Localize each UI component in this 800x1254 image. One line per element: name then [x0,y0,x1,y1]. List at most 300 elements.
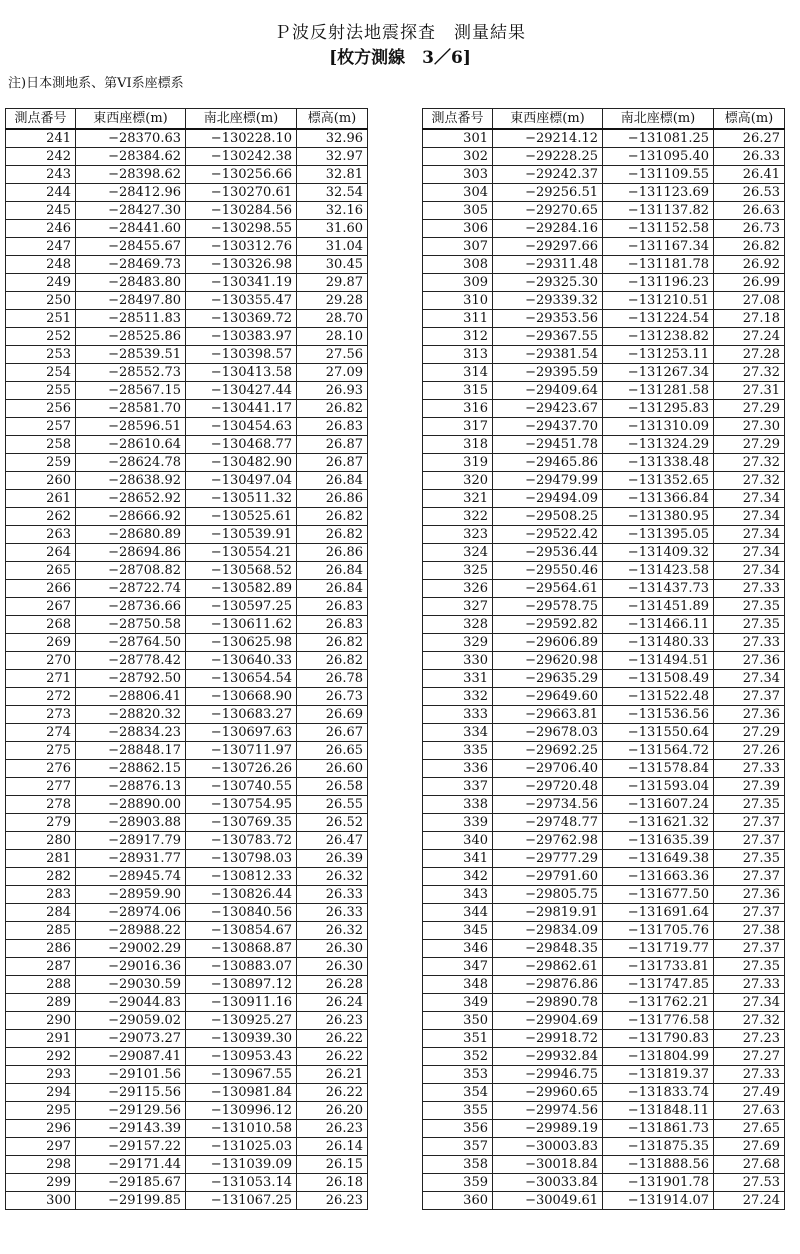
north-south-cell: −130454.63 [186,418,297,436]
north-south-cell: −131875.35 [603,1138,714,1156]
elevation-cell: 27.23 [714,1030,785,1048]
point-number-cell: 305 [423,202,493,220]
east-west-cell: −28778.42 [76,652,186,670]
point-number-cell: 280 [6,832,76,850]
elevation-cell: 27.32 [714,364,785,382]
table-row [423,418,785,436]
table-row [6,562,368,580]
elevation-cell: 32.54 [297,184,368,202]
point-number-cell: 299 [6,1174,76,1192]
elevation-cell: 27.29 [714,724,785,742]
elevation-cell: 27.33 [714,760,785,778]
elevation-cell: 27.37 [714,688,785,706]
table-row [6,634,368,652]
table-row [6,760,368,778]
table-row [423,706,785,724]
elevation-cell: 26.20 [297,1102,368,1120]
north-south-cell: −131848.11 [603,1102,714,1120]
north-south-cell: −130554.21 [186,544,297,562]
north-south-cell: −130326.98 [186,256,297,274]
point-number-cell: 271 [6,670,76,688]
table-row [6,436,368,454]
point-number-cell: 255 [6,382,76,400]
elevation-cell: 32.81 [297,166,368,184]
east-west-cell: −28596.51 [76,418,186,436]
table-row [423,814,785,832]
point-number-cell: 283 [6,886,76,904]
point-number-cell: 319 [423,454,493,472]
north-south-cell: −131281.58 [603,382,714,400]
point-number-cell: 315 [423,382,493,400]
point-number-cell: 275 [6,742,76,760]
east-west-cell: −29157.22 [76,1138,186,1156]
point-number-cell: 322 [423,508,493,526]
north-south-cell: −131338.48 [603,454,714,472]
table-row [423,1138,785,1156]
elevation-cell: 27.37 [714,940,785,958]
table-row [6,220,368,238]
table-row [423,940,785,958]
point-number-cell: 251 [6,310,76,328]
page-title: Ｐ波反射法地震探査 測量結果 [274,23,526,43]
elevation-cell: 26.22 [297,1048,368,1066]
north-south-cell: −131451.89 [603,598,714,616]
table-row [6,724,368,742]
point-number-cell: 277 [6,778,76,796]
elevation-cell: 27.28 [714,346,785,364]
elevation-cell: 26.23 [297,1192,368,1210]
table-row [423,1084,785,1102]
table-row [423,562,785,580]
point-number-cell: 270 [6,652,76,670]
north-south-cell: −131776.58 [603,1012,714,1030]
point-number-cell: 248 [6,256,76,274]
north-south-cell: −131423.58 [603,562,714,580]
point-number-cell: 281 [6,850,76,868]
east-west-cell: −28974.06 [76,904,186,922]
table-row [423,526,785,544]
north-south-cell: −130953.43 [186,1048,297,1066]
point-number-cell: 253 [6,346,76,364]
elevation-cell: 26.47 [297,832,368,850]
east-west-cell: −28680.89 [76,526,186,544]
north-south-cell: −131395.05 [603,526,714,544]
north-south-cell: −130868.87 [186,940,297,958]
north-south-cell: −131578.84 [603,760,714,778]
point-number-cell: 241 [6,129,76,148]
north-south-cell: −130726.26 [186,760,297,778]
elevation-cell: 26.82 [297,652,368,670]
north-south-cell: −130925.27 [186,1012,297,1030]
elevation-cell: 26.93 [297,382,368,400]
elevation-cell: 27.29 [714,400,785,418]
elevation-cell: 26.15 [297,1156,368,1174]
north-south-cell: −130413.58 [186,364,297,382]
north-south-cell: −131352.65 [603,472,714,490]
north-south-cell: −131747.85 [603,976,714,994]
east-west-cell: −30003.83 [493,1138,603,1156]
elevation-cell: 26.58 [297,778,368,796]
north-south-cell: −131181.78 [603,256,714,274]
point-number-cell: 337 [423,778,493,796]
col-header-elevation: 標高(m) [714,109,785,130]
elevation-cell: 27.09 [297,364,368,382]
point-number-cell: 331 [423,670,493,688]
point-number-cell: 339 [423,814,493,832]
north-south-cell: −131819.37 [603,1066,714,1084]
north-south-cell: −131861.73 [603,1120,714,1138]
elevation-cell: 26.53 [714,184,785,202]
east-west-cell: −29805.75 [493,886,603,904]
table-row [423,346,785,364]
east-west-cell: −29890.78 [493,994,603,1012]
north-south-cell: −130740.55 [186,778,297,796]
point-number-cell: 294 [6,1084,76,1102]
table-body-right [423,129,785,1210]
point-number-cell: 289 [6,994,76,1012]
north-south-cell: −131914.07 [603,1192,714,1210]
elevation-cell: 27.33 [714,634,785,652]
table-row [423,490,785,508]
table-row [6,544,368,562]
east-west-cell: −29649.60 [493,688,603,706]
point-number-cell: 335 [423,742,493,760]
north-south-cell: −131564.72 [603,742,714,760]
north-south-cell: −131466.11 [603,616,714,634]
east-west-cell: −29620.98 [493,652,603,670]
table-row [6,742,368,760]
east-west-cell: −28567.15 [76,382,186,400]
east-west-cell: −28666.92 [76,508,186,526]
point-number-cell: 355 [423,1102,493,1120]
elevation-cell: 26.23 [297,1120,368,1138]
point-number-cell: 338 [423,796,493,814]
elevation-cell: 27.34 [714,670,785,688]
north-south-cell: −130783.72 [186,832,297,850]
table-row [423,724,785,742]
north-south-cell: −130611.62 [186,616,297,634]
point-number-cell: 314 [423,364,493,382]
east-west-cell: −28370.63 [76,129,186,148]
north-south-cell: −131010.58 [186,1120,297,1138]
north-south-cell: −131095.40 [603,148,714,166]
table-row [6,868,368,886]
elevation-cell: 26.92 [714,256,785,274]
elevation-cell: 26.33 [297,904,368,922]
point-number-cell: 273 [6,706,76,724]
north-south-cell: −130798.03 [186,850,297,868]
north-south-cell: −130468.77 [186,436,297,454]
table-row [423,868,785,886]
north-south-cell: −131081.25 [603,129,714,148]
point-number-cell: 333 [423,706,493,724]
table-row [6,202,368,220]
point-number-cell: 346 [423,940,493,958]
table-row [423,958,785,976]
table-row [423,184,785,202]
north-south-cell: −131691.64 [603,904,714,922]
table-row [423,400,785,418]
north-south-cell: −131550.64 [603,724,714,742]
point-number-cell: 325 [423,562,493,580]
point-number-cell: 313 [423,346,493,364]
point-number-cell: 260 [6,472,76,490]
point-number-cell: 282 [6,868,76,886]
table-row [423,166,785,184]
east-west-cell: −28750.58 [76,616,186,634]
north-south-cell: −130812.33 [186,868,297,886]
east-west-cell: −29564.61 [493,580,603,598]
elevation-cell: 26.83 [297,598,368,616]
point-number-cell: 252 [6,328,76,346]
east-west-cell: −29663.81 [493,706,603,724]
north-south-cell: −131607.24 [603,796,714,814]
table-row [423,472,785,490]
point-number-cell: 343 [423,886,493,904]
elevation-cell: 27.63 [714,1102,785,1120]
north-south-cell: −130683.27 [186,706,297,724]
elevation-cell: 27.27 [714,1048,785,1066]
point-number-cell: 250 [6,292,76,310]
east-west-cell: −29989.19 [493,1120,603,1138]
elevation-cell: 27.35 [714,598,785,616]
point-number-cell: 353 [423,1066,493,1084]
table-row [423,1102,785,1120]
point-number-cell: 254 [6,364,76,382]
point-number-cell: 306 [423,220,493,238]
north-south-cell: −130525.61 [186,508,297,526]
point-number-cell: 354 [423,1084,493,1102]
table-row [6,1066,368,1084]
elevation-cell: 27.37 [714,814,785,832]
east-west-cell: −28525.86 [76,328,186,346]
elevation-cell: 27.33 [714,1066,785,1084]
elevation-cell: 27.65 [714,1120,785,1138]
north-south-cell: −130939.30 [186,1030,297,1048]
east-west-cell: −28652.92 [76,490,186,508]
north-south-cell: −130769.35 [186,814,297,832]
table-row [6,400,368,418]
elevation-cell: 27.18 [714,310,785,328]
elevation-cell: 26.82 [714,238,785,256]
north-south-cell: −131152.58 [603,220,714,238]
table-row [6,1084,368,1102]
east-west-cell: −28722.74 [76,580,186,598]
elevation-cell: 26.82 [297,526,368,544]
point-number-cell: 266 [6,580,76,598]
east-west-cell: −29834.09 [493,922,603,940]
elevation-cell: 26.82 [297,508,368,526]
elevation-cell: 26.28 [297,976,368,994]
north-south-cell: −131635.39 [603,832,714,850]
table-row [423,742,785,760]
east-west-cell: −28694.86 [76,544,186,562]
east-west-cell: −29592.82 [493,616,603,634]
point-number-cell: 265 [6,562,76,580]
point-number-cell: 352 [423,1048,493,1066]
north-south-cell: −130256.66 [186,166,297,184]
east-west-cell: −29115.56 [76,1084,186,1102]
elevation-cell: 26.87 [297,436,368,454]
north-south-cell: −130298.55 [186,220,297,238]
north-south-cell: −130911.16 [186,994,297,1012]
table-row [423,148,785,166]
north-south-cell: −131053.14 [186,1174,297,1192]
table-row [6,472,368,490]
elevation-cell: 26.73 [297,688,368,706]
elevation-cell: 26.63 [714,202,785,220]
elevation-cell: 27.37 [714,832,785,850]
point-number-cell: 316 [423,400,493,418]
table-row [6,292,368,310]
north-south-cell: −130654.54 [186,670,297,688]
east-west-cell: −29635.29 [493,670,603,688]
north-south-cell: −130582.89 [186,580,297,598]
elevation-cell: 27.35 [714,616,785,634]
table-row [423,508,785,526]
east-west-cell: −29974.56 [493,1102,603,1120]
elevation-cell: 31.60 [297,220,368,238]
elevation-cell: 26.82 [297,634,368,652]
north-south-cell: −130826.44 [186,886,297,904]
east-west-cell: −28890.00 [76,796,186,814]
table-row [6,418,368,436]
elevation-cell: 27.33 [714,580,785,598]
point-number-cell: 295 [6,1102,76,1120]
table-row [423,634,785,652]
elevation-cell: 27.35 [714,958,785,976]
north-south-cell: −131888.56 [603,1156,714,1174]
north-south-cell: −131039.09 [186,1156,297,1174]
table-row [423,238,785,256]
east-west-cell: −28539.51 [76,346,186,364]
point-number-cell: 278 [6,796,76,814]
table-row [423,796,785,814]
table-row [423,1048,785,1066]
point-number-cell: 245 [6,202,76,220]
east-west-cell: −28764.50 [76,634,186,652]
table-row [423,580,785,598]
point-number-cell: 300 [6,1192,76,1210]
east-west-cell: −28610.64 [76,436,186,454]
east-west-cell: −28398.62 [76,166,186,184]
elevation-cell: 27.36 [714,886,785,904]
north-south-cell: −130668.90 [186,688,297,706]
east-west-cell: −28624.78 [76,454,186,472]
table-row [423,1156,785,1174]
table-row [6,184,368,202]
elevation-cell: 27.37 [714,868,785,886]
table-row [423,1030,785,1048]
elevation-cell: 26.52 [297,814,368,832]
table-row [6,1192,368,1210]
east-west-cell: −29904.69 [493,1012,603,1030]
north-south-cell: −131649.38 [603,850,714,868]
table-row [423,1066,785,1084]
elevation-cell: 26.83 [297,616,368,634]
point-number-cell: 243 [6,166,76,184]
north-south-cell: −130369.72 [186,310,297,328]
point-number-cell: 351 [423,1030,493,1048]
table-row [6,148,368,166]
north-south-cell: −130270.61 [186,184,297,202]
col-header-elevation: 標高(m) [297,109,368,130]
col-header-north-south: 南北座標(m) [603,109,714,130]
table-row [423,292,785,310]
east-west-cell: −29692.25 [493,742,603,760]
north-south-cell: −131804.99 [603,1048,714,1066]
east-west-cell: −29409.64 [493,382,603,400]
east-west-cell: −28959.90 [76,886,186,904]
north-south-cell: −130383.97 [186,328,297,346]
north-south-cell: −130711.97 [186,742,297,760]
elevation-cell: 27.32 [714,472,785,490]
east-west-cell: −29297.66 [493,238,603,256]
point-number-cell: 345 [423,922,493,940]
table-row [423,1174,785,1192]
north-south-cell: −130640.33 [186,652,297,670]
east-west-cell: −29214.12 [493,129,603,148]
point-number-cell: 296 [6,1120,76,1138]
north-south-cell: −130312.76 [186,238,297,256]
point-number-cell: 272 [6,688,76,706]
east-west-cell: −30018.84 [493,1156,603,1174]
point-number-cell: 348 [423,976,493,994]
north-south-cell: −130568.52 [186,562,297,580]
north-south-cell: −131536.56 [603,706,714,724]
east-west-cell: −29270.65 [493,202,603,220]
elevation-cell: 26.67 [297,724,368,742]
east-west-cell: −29734.56 [493,796,603,814]
point-number-cell: 332 [423,688,493,706]
east-west-cell: −28806.41 [76,688,186,706]
point-number-cell: 349 [423,994,493,1012]
east-west-cell: −29762.98 [493,832,603,850]
point-number-cell: 249 [6,274,76,292]
table-row [423,670,785,688]
col-header-east-west: 東西座標(m) [493,109,603,130]
east-west-cell: −29791.60 [493,868,603,886]
table-row [423,364,785,382]
east-west-cell: −29256.51 [493,184,603,202]
elevation-cell: 27.33 [714,976,785,994]
table-row [423,832,785,850]
elevation-cell: 26.55 [297,796,368,814]
north-south-cell: −130341.19 [186,274,297,292]
table-row [423,1012,785,1030]
east-west-cell: −29059.02 [76,1012,186,1030]
north-south-cell: −131067.25 [186,1192,297,1210]
north-south-cell: −131621.32 [603,814,714,832]
east-west-cell: −28552.73 [76,364,186,382]
elevation-cell: 26.23 [297,1012,368,1030]
elevation-cell: 26.86 [297,490,368,508]
north-south-cell: −130967.55 [186,1066,297,1084]
north-south-cell: −131123.69 [603,184,714,202]
table-body-left [6,129,368,1210]
table-row [6,796,368,814]
point-number-cell: 279 [6,814,76,832]
col-header-point: 測点番号 [6,109,76,130]
table-row [423,850,785,868]
elevation-cell: 28.10 [297,328,368,346]
table-row [6,598,368,616]
table-row [6,526,368,544]
point-number-cell: 324 [423,544,493,562]
point-number-cell: 244 [6,184,76,202]
east-west-cell: −29325.30 [493,274,603,292]
point-number-cell: 268 [6,616,76,634]
